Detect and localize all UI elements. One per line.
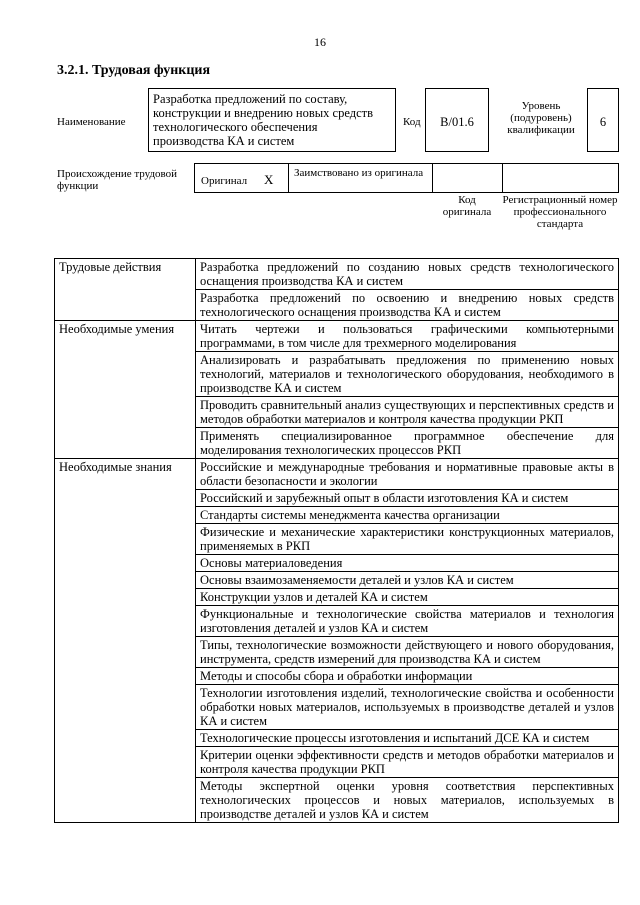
table-cell: Российские и международные требования и нормативные правовые акты в области безопасности и экологии: [196, 459, 619, 490]
divider: [502, 164, 503, 192]
level-label: Уровень (подуровень) квалификации: [507, 100, 575, 136]
table-row: [55, 459, 619, 490]
table-cell: Российский и зарубежный опыт в области изготовления КА и систем: [196, 490, 619, 507]
page-number: 16: [314, 35, 326, 49]
table-cell: Проводить сравнительный анализ существующих и перспективных средств и методов обработки материалов и контроля качества продукции РКП: [196, 397, 619, 428]
table-cell: Разработка предложений по созданию новых средств технологического оснащения производства КА и систем: [196, 259, 619, 290]
level-box: [587, 88, 619, 152]
table-cell: Разработка предложений по освоению и внедрению новых средств технологического оснащения производства КА и систем: [196, 290, 619, 321]
function-name-box: [148, 88, 396, 152]
level-value: 6: [599, 115, 607, 129]
table-row: [55, 259, 619, 290]
origin-label: Происхождение трудовой функции: [57, 168, 178, 192]
divider: [288, 164, 289, 192]
table-cell: Анализировать и разрабатывать предложения по применению новых технологий, материалов и технологического оборудования, необходимого в производстве КА и систем: [196, 352, 619, 397]
table-cell: Технологические процессы изготовления и испытаний ДСЕ КА и систем: [196, 730, 619, 747]
table-cell: Типы, технологические возможности действующего и нового оборудования, инструмента, средств измерений для производства КА и систем: [196, 637, 619, 668]
table-cell: Методы экспертной оценки уровня соответствия перспективных технологических процессов и новых материалов, используемых в производстве деталей и узлов КА и систем: [196, 778, 619, 823]
borrowed-label: Заимствовано из оригинала: [294, 167, 424, 179]
code-box: [425, 88, 489, 152]
table-cell: Критерии оценки эффективности средств и методов обработки материалов и контроля качества продукции РКП: [196, 747, 619, 778]
table-cell: Функциональные и технологические свойства материалов и технология изготовления деталей и узлов КА и систем: [196, 606, 619, 637]
divider: [432, 164, 433, 192]
table-cell: Применять специализированное программное обеспечение для моделирования технологических процессов РКП: [196, 428, 619, 459]
actions-header: Трудовые действия: [55, 259, 196, 321]
reg-number-label: Регистрационный номер профессионального стандарта: [502, 194, 618, 230]
table-cell: Методы и способы сбора и обработки информации: [196, 668, 619, 685]
table-cell: Читать чертежи и пользоваться графическими компьютерными программами, в том числе для трехмерного моделирования: [196, 321, 619, 352]
table-cell: Основы взаимозаменяемости деталей и узлов КА и систем: [196, 572, 619, 589]
table-cell: Физические и механические характеристики конструкционных материалов, применяемых в РКП: [196, 524, 619, 555]
table-cell: Конструкции узлов и деталей КА и систем: [196, 589, 619, 606]
original-mark: X: [264, 172, 274, 187]
table-cell: Стандарты системы менеджмента качества организации: [196, 507, 619, 524]
function-table: [54, 258, 619, 823]
function-name-value: Разработка предложений по составу, конструкции и внедрению новых средств технологического обеспечения производства КА и систем: [153, 92, 374, 148]
code-label: Код: [403, 116, 421, 128]
name-label: Наименование: [57, 116, 126, 128]
table-cell: Основы материаловедения: [196, 555, 619, 572]
table-cell: Технологии изготовления изделий, технологические свойства и особенности обработки новых материалов, используемых в производстве деталей и узлов КА и систем: [196, 685, 619, 730]
section-title: 3.2.1. Трудовая функция: [57, 63, 211, 78]
code-value: В/01.6: [440, 115, 474, 129]
code-original-label: Код оригинала: [442, 194, 492, 218]
knowledge-header: Необходимые знания: [55, 459, 196, 823]
skills-header: Необходимые умения: [55, 321, 196, 459]
original-label: Оригинал: [201, 175, 248, 187]
table-row: [55, 321, 619, 352]
